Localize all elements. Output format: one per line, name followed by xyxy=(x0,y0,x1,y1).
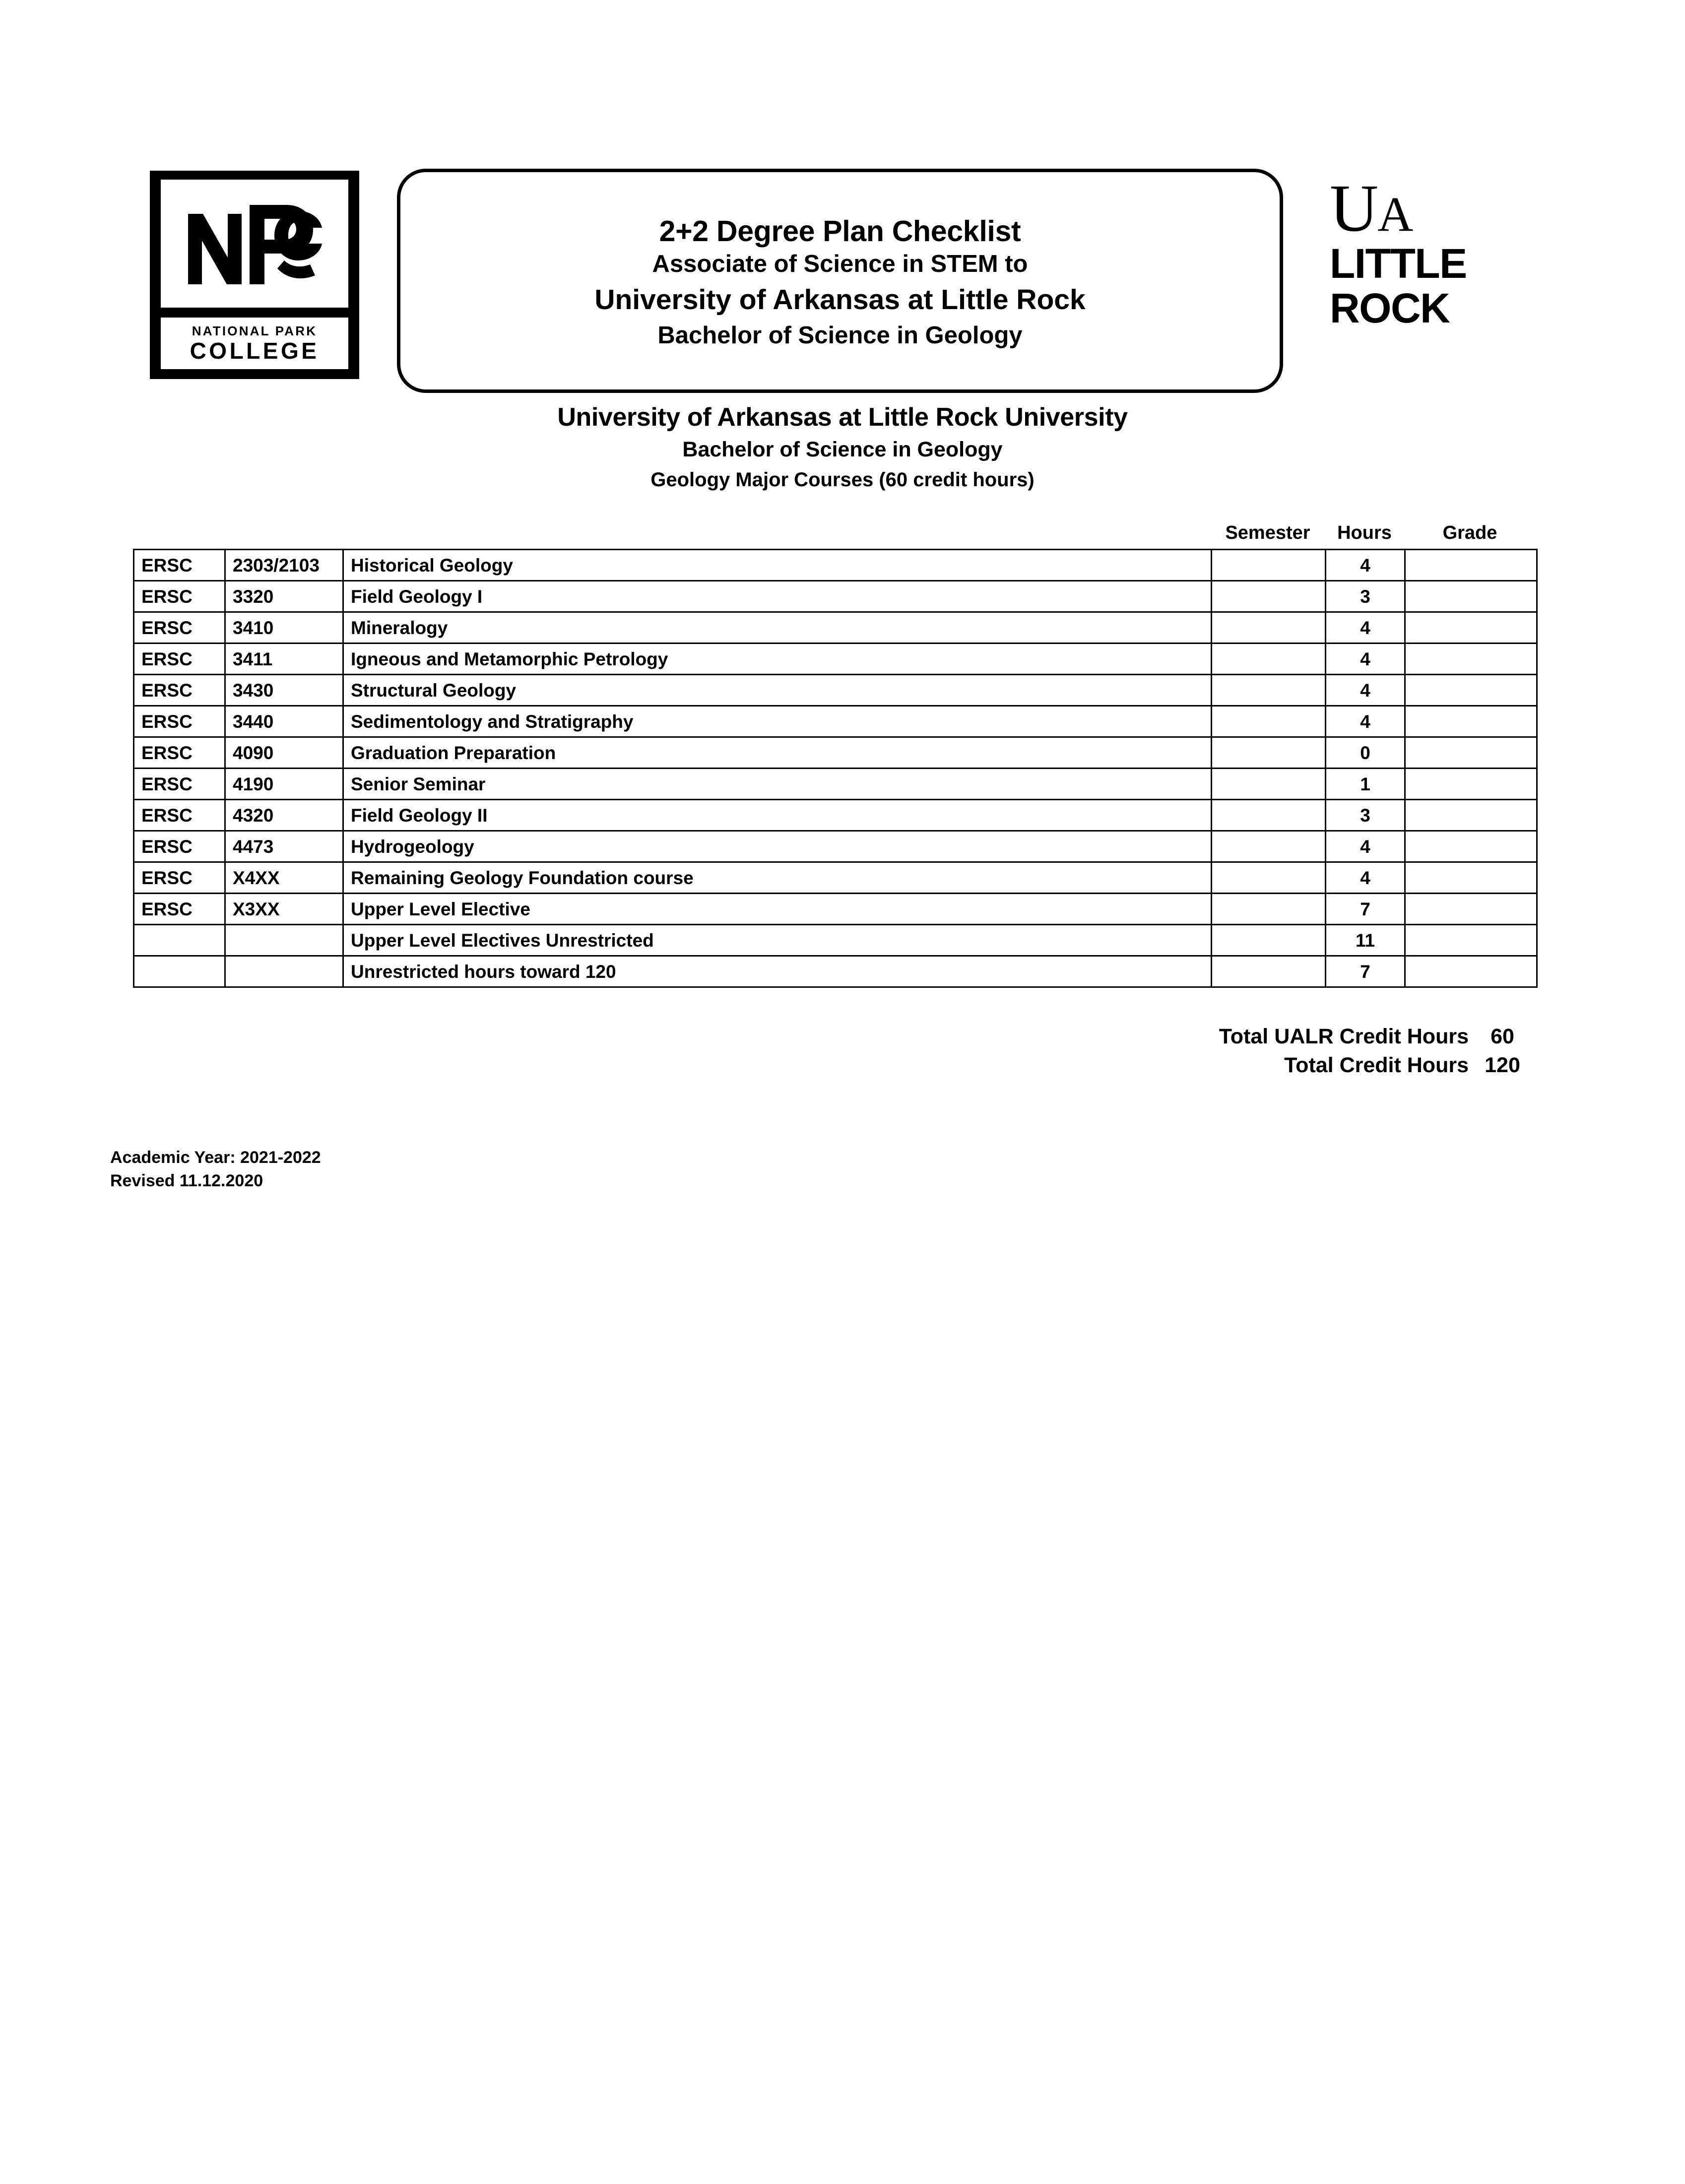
course-semester-cell[interactable] xyxy=(1212,675,1326,706)
course-title-cell: Field Geology II xyxy=(343,800,1212,831)
table-row xyxy=(134,581,1537,612)
course-subject-cell: ERSC xyxy=(134,675,225,706)
course-subject-cell: ERSC xyxy=(134,737,225,769)
course-number-cell: 3430 xyxy=(225,675,343,706)
table-row xyxy=(134,800,1537,831)
total-value: 60 xyxy=(1491,1025,1514,1048)
table-row xyxy=(134,925,1537,956)
course-semester-cell[interactable] xyxy=(1212,831,1326,862)
total-value: 120 xyxy=(1485,1053,1520,1078)
course-grade-cell[interactable] xyxy=(1405,737,1537,769)
document-subtitle-from: Associate of Science in STEM to xyxy=(652,250,1028,277)
ualr-logo-rock: ROCK xyxy=(1330,285,1450,332)
course-subject-cell xyxy=(134,956,225,987)
course-title-cell: Mineralogy xyxy=(343,612,1212,643)
course-title-cell: Unrestricted hours toward 120 xyxy=(343,956,1212,987)
course-semester-cell[interactable] xyxy=(1212,643,1326,675)
table-row xyxy=(134,706,1537,737)
course-number-cell: 3410 xyxy=(225,612,343,643)
course-subject-cell: ERSC xyxy=(134,800,225,831)
course-semester-cell[interactable] xyxy=(1212,581,1326,612)
course-subject-cell: ERSC xyxy=(134,862,225,894)
course-hours-cell: 4 xyxy=(1326,612,1405,643)
npc-monogram-icon xyxy=(161,180,348,308)
table-row xyxy=(134,643,1537,675)
course-title-cell: Structural Geology xyxy=(343,675,1212,706)
course-grade-cell[interactable] xyxy=(1405,706,1537,737)
course-hours-cell: 4 xyxy=(1326,706,1405,737)
course-title-cell: Upper Level Electives Unrestricted xyxy=(343,925,1212,956)
table-row xyxy=(134,737,1537,769)
course-hours-cell: 4 xyxy=(1326,831,1405,862)
column-header-hours: Hours xyxy=(1337,522,1392,543)
course-grade-cell[interactable] xyxy=(1405,862,1537,894)
table-row xyxy=(134,675,1537,706)
course-grade-cell[interactable] xyxy=(1405,675,1537,706)
document-subtitle-institution: University of Arkansas at Little Rock xyxy=(594,284,1086,316)
course-subject-cell xyxy=(134,925,225,956)
course-title-cell: Senior Seminar xyxy=(343,769,1212,800)
course-subject-cell: ERSC xyxy=(134,706,225,737)
totals-block xyxy=(1092,1022,1536,1080)
course-hours-cell: 4 xyxy=(1326,862,1405,894)
table-row xyxy=(134,831,1537,862)
course-number-cell: 3411 xyxy=(225,643,343,675)
course-grade-cell[interactable] xyxy=(1405,769,1537,800)
course-semester-cell[interactable] xyxy=(1212,769,1326,800)
course-hours-cell: 3 xyxy=(1326,581,1405,612)
degree-heading: Bachelor of Science in Geology xyxy=(682,438,1003,462)
course-number-cell: 4473 xyxy=(225,831,343,862)
course-number-cell: 3440 xyxy=(225,706,343,737)
course-number-cell xyxy=(225,956,343,987)
table-row xyxy=(134,612,1537,643)
course-semester-cell[interactable] xyxy=(1212,956,1326,987)
table-row xyxy=(134,769,1537,800)
course-grade-cell[interactable] xyxy=(1405,550,1537,581)
course-title-cell: Remaining Geology Foundation course xyxy=(343,862,1212,894)
total-row xyxy=(1092,1051,1536,1080)
course-number-cell: 3320 xyxy=(225,581,343,612)
total-row xyxy=(1092,1022,1536,1051)
academic-year-label: Academic Year: 2021-2022 xyxy=(110,1148,321,1167)
course-title-cell: Igneous and Metamorphic Petrology xyxy=(343,643,1212,675)
section-heading: Geology Major Courses (60 credit hours) xyxy=(650,468,1035,491)
course-grade-cell[interactable] xyxy=(1405,800,1537,831)
course-subject-cell: ERSC xyxy=(134,550,225,581)
course-semester-cell[interactable] xyxy=(1212,737,1326,769)
npc-wordmark-line2: COLLEGE xyxy=(190,338,320,364)
course-title-cell: Historical Geology xyxy=(343,550,1212,581)
course-hours-cell: 11 xyxy=(1326,925,1405,956)
course-semester-cell[interactable] xyxy=(1212,925,1326,956)
ua-little-rock-logo xyxy=(1330,171,1538,376)
course-grade-cell[interactable] xyxy=(1405,612,1537,643)
course-hours-cell: 3 xyxy=(1326,800,1405,831)
table-row xyxy=(134,894,1537,925)
course-title-cell: Sedimentology and Stratigraphy xyxy=(343,706,1212,737)
course-subject-cell: ERSC xyxy=(134,612,225,643)
document-subtitle-degree: Bachelor of Science in Geology xyxy=(657,321,1023,349)
table-row xyxy=(134,862,1537,894)
course-grade-cell[interactable] xyxy=(1405,925,1537,956)
course-semester-cell[interactable] xyxy=(1212,550,1326,581)
npc-wordmark-line1: NATIONAL PARK xyxy=(192,323,318,338)
course-number-cell: 2303/2103 xyxy=(225,550,343,581)
course-title-cell: Upper Level Elective xyxy=(343,894,1212,925)
course-subject-cell: ERSC xyxy=(134,894,225,925)
national-park-college-logo xyxy=(150,171,359,379)
total-label: Total Credit Hours xyxy=(1284,1053,1469,1078)
table-row xyxy=(134,550,1537,581)
course-hours-cell: 1 xyxy=(1326,769,1405,800)
table-row xyxy=(134,956,1537,987)
course-table xyxy=(133,549,1538,988)
section-headings xyxy=(0,403,1685,491)
table-column-headers xyxy=(1211,523,1536,548)
course-number-cell: 4190 xyxy=(225,769,343,800)
course-number-cell: X3XX xyxy=(225,894,343,925)
course-grade-cell[interactable] xyxy=(1405,643,1537,675)
ualr-logo-little: LITTLE xyxy=(1330,240,1467,287)
course-hours-cell: 4 xyxy=(1326,643,1405,675)
course-hours-cell: 0 xyxy=(1326,737,1405,769)
course-semester-cell[interactable] xyxy=(1212,706,1326,737)
course-number-cell: X4XX xyxy=(225,862,343,894)
course-title-cell: Graduation Preparation xyxy=(343,737,1212,769)
course-semester-cell[interactable] xyxy=(1212,862,1326,894)
course-number-cell xyxy=(225,925,343,956)
course-hours-cell: 4 xyxy=(1326,550,1405,581)
course-title-cell: Field Geology I xyxy=(343,581,1212,612)
course-number-cell: 4320 xyxy=(225,800,343,831)
document-title: 2+2 Degree Plan Checklist xyxy=(659,214,1021,248)
course-subject-cell: ERSC xyxy=(134,769,225,800)
document-header xyxy=(0,159,1685,392)
course-number-cell: 4090 xyxy=(225,737,343,769)
course-grade-cell[interactable] xyxy=(1405,894,1537,925)
course-grade-cell[interactable] xyxy=(1405,831,1537,862)
institution-heading: University of Arkansas at Little Rock University xyxy=(557,403,1128,432)
course-semester-cell[interactable] xyxy=(1212,894,1326,925)
course-hours-cell: 7 xyxy=(1326,956,1405,987)
ualr-logo-ua: UA xyxy=(1330,171,1413,246)
course-semester-cell[interactable] xyxy=(1212,800,1326,831)
course-semester-cell[interactable] xyxy=(1212,612,1326,643)
course-subject-cell: ERSC xyxy=(134,643,225,675)
total-label: Total UALR Credit Hours xyxy=(1219,1025,1469,1048)
title-box xyxy=(397,169,1283,393)
document-footer xyxy=(110,1146,321,1193)
column-header-semester: Semester xyxy=(1225,522,1310,543)
course-hours-cell: 4 xyxy=(1326,675,1405,706)
course-grade-cell[interactable] xyxy=(1405,581,1537,612)
course-grade-cell[interactable] xyxy=(1405,956,1537,987)
column-header-grade: Grade xyxy=(1442,522,1497,543)
course-title-cell: Hydrogeology xyxy=(343,831,1212,862)
course-subject-cell: ERSC xyxy=(134,831,225,862)
course-subject-cell: ERSC xyxy=(134,581,225,612)
revised-date-label: Revised 11.12.2020 xyxy=(110,1171,263,1190)
npc-wordmark xyxy=(161,318,348,369)
course-hours-cell: 7 xyxy=(1326,894,1405,925)
